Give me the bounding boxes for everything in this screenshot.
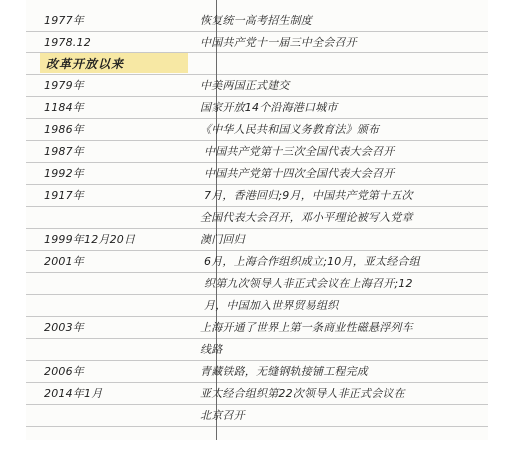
rule-line — [26, 31, 488, 32]
timeline-date: 1992年 — [44, 167, 84, 180]
timeline-date: 1977年 — [44, 14, 84, 27]
rule-line — [26, 162, 488, 163]
notebook-page — [26, 0, 488, 440]
rule-line — [26, 96, 488, 97]
timeline-event: 织第九次领导人非正式会议在上海召开;12 — [204, 277, 413, 290]
timeline-date: 1987年 — [44, 145, 84, 158]
timeline-date: 1999年12月20日 — [44, 233, 136, 246]
rule-line — [26, 250, 488, 251]
timeline-event: 中国共产党十一届三中全会召开 — [200, 36, 357, 49]
timeline-event: 上海开通了世界上第一条商业性磁悬浮列车 — [200, 321, 413, 334]
rule-line — [26, 294, 488, 295]
rule-line — [26, 140, 488, 141]
timeline-event: 澳门回归 — [200, 233, 245, 246]
timeline-event: 北京召开 — [200, 409, 245, 422]
timeline-date: 1978.12 — [44, 36, 91, 49]
timeline-event: 《中华人民共和国义务教育法》颁布 — [200, 123, 380, 136]
timeline-event: 中国共产党第十三次全国代表大会召开 — [204, 145, 395, 158]
timeline-date: 1979年 — [44, 79, 84, 92]
timeline-date: 1986年 — [44, 123, 84, 136]
timeline-event: 6月，上海合作组织成立;10月，亚太经合组 — [204, 255, 420, 268]
rule-line — [26, 360, 488, 361]
rule-line — [26, 118, 488, 119]
timeline-event: 恢复统一高考招生制度 — [200, 14, 312, 27]
rule-line — [26, 184, 488, 185]
rule-line — [26, 74, 488, 75]
timeline-date: 2001年 — [44, 255, 84, 268]
rule-line — [26, 404, 488, 405]
section-heading: 改革开放以来 — [46, 57, 125, 71]
timeline-event: 亚太经合组织第22次领导人非正式会议在 — [200, 387, 405, 400]
timeline-event: 中国共产党第十四次全国代表大会召开 — [204, 167, 395, 180]
rule-line — [26, 338, 488, 339]
timeline-event: 中美两国正式建交 — [200, 79, 290, 92]
timeline-event: 国家开放14个沿海港口城市 — [200, 101, 338, 114]
timeline-date: 2006年 — [44, 365, 84, 378]
timeline-date: 1917年 — [44, 189, 84, 202]
timeline-date: 2003年 — [44, 321, 84, 334]
rule-line — [26, 426, 488, 427]
rule-line — [26, 206, 488, 207]
rule-line — [26, 382, 488, 383]
timeline-event: 线路 — [200, 343, 223, 356]
timeline-date: 1184年 — [44, 101, 84, 114]
timeline-event: 7月，香港回归;9月，中国共产党第十五次 — [204, 189, 413, 202]
rule-line — [26, 228, 488, 229]
timeline-event: 全国代表大会召开，邓小平理论被写入党章 — [200, 211, 413, 224]
rule-line — [26, 316, 488, 317]
rule-line — [26, 272, 488, 273]
timeline-date: 2014年1月 — [44, 387, 103, 400]
timeline-event: 月，中国加入世界贸易组织 — [204, 299, 339, 312]
timeline-event: 青藏铁路，无缝钢轨接铺工程完成 — [200, 365, 368, 378]
